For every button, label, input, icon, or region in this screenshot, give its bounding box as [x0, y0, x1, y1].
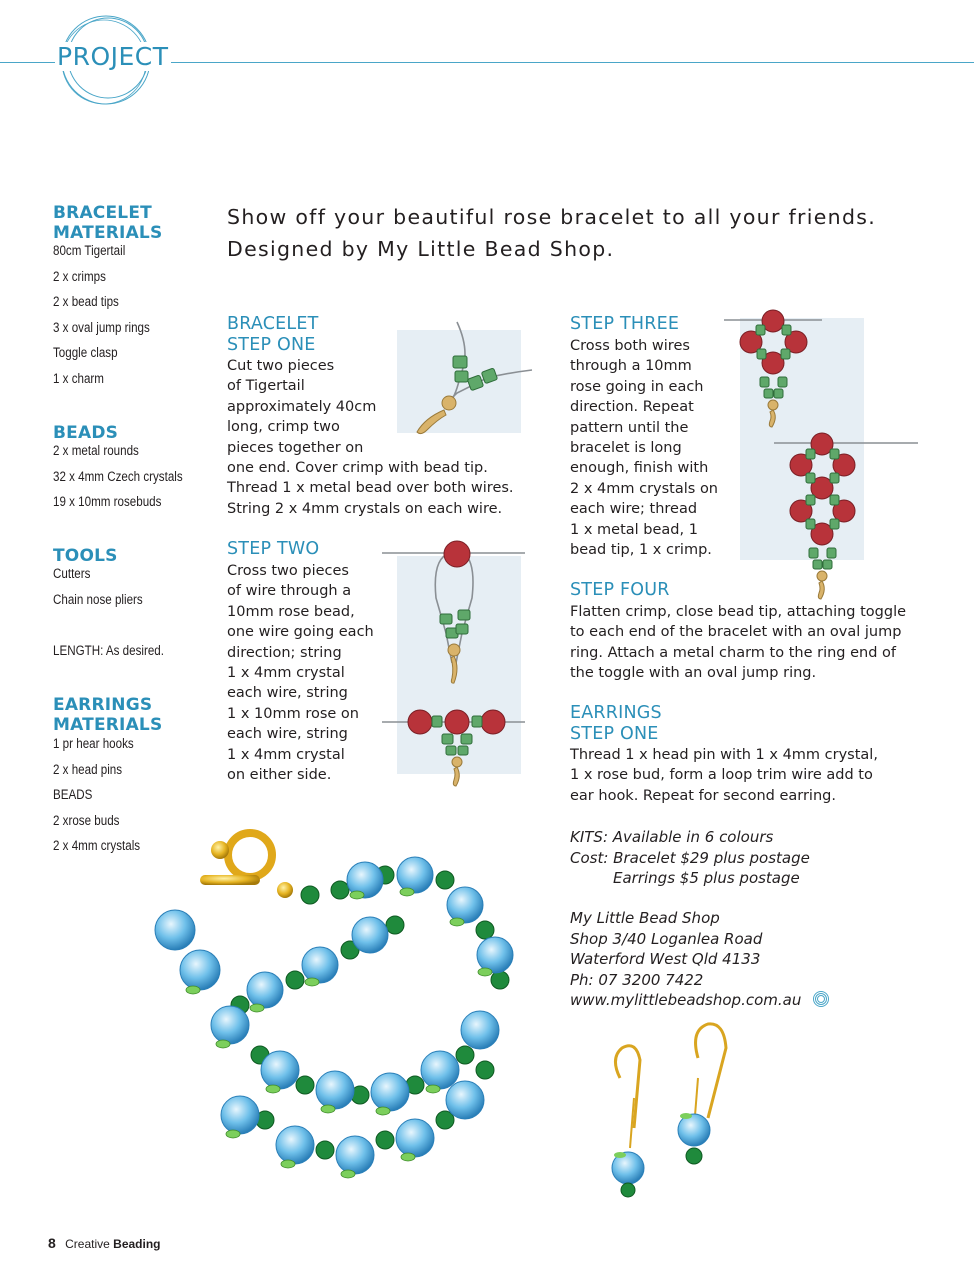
kits-info — [570, 827, 810, 889]
intro-line: Designed by My Little Bead Shop. — [227, 237, 615, 261]
text-line: Thread 1 x head pin with 1 x 4mm crystal, — [570, 747, 878, 763]
shop-info — [570, 908, 830, 1011]
tools-heading: TOOLS — [53, 546, 118, 566]
text-line: each wire, string — [227, 685, 348, 702]
heading-line: BRACELET — [53, 203, 152, 223]
list-item: 2 x crimps — [53, 268, 106, 284]
text-line: long, crimp two — [227, 419, 340, 436]
heading-line: STEP ONE — [227, 334, 316, 355]
text-line: 1 x 4mm crystal — [227, 665, 345, 682]
text-line: pieces together on — [227, 439, 364, 456]
text-line: bracelet is long — [570, 440, 682, 457]
list-item: Toggle clasp — [53, 345, 118, 361]
list-item: BEADS — [53, 787, 93, 803]
heading-line: MATERIALS — [53, 223, 163, 243]
end-circles-icon — [812, 990, 830, 1008]
text-line: Cross both wires — [570, 338, 690, 354]
text-line: Thread 1 x metal bead over both wires. — [227, 480, 514, 497]
intro-text — [227, 201, 927, 265]
list-item: 3 x oval jump rings — [53, 319, 150, 335]
text-line: 1 x metal bead, 1 — [570, 521, 698, 538]
list-item: 19 x 10mm rosebuds — [53, 494, 162, 510]
list-item: 2 x metal rounds — [53, 443, 139, 458]
bracelet-materials-heading — [53, 203, 162, 243]
heading-line: MATERIALS — [53, 715, 163, 735]
list-item: 2 xrose buds — [53, 812, 120, 828]
website-line — [570, 990, 830, 1011]
list-item: 2 x head pins — [53, 761, 123, 777]
text-line: of wire through a — [227, 583, 352, 600]
text-line: 1 x 4mm crystal — [227, 746, 345, 763]
text-line: ear hook. Repeat for second earring. — [570, 787, 836, 804]
text-line: direction; string — [227, 644, 342, 661]
section-label: PROJECT — [57, 42, 169, 71]
intro-line: Show off your beautiful rose bracelet to all your friends. — [227, 205, 877, 229]
step-two-diagram — [380, 538, 530, 788]
step-three-text — [570, 336, 718, 560]
heading-line: EARRINGS — [570, 703, 662, 723]
text-line: to each end of the bracelet with an oval jump — [570, 624, 902, 641]
earrings-materials-heading — [53, 695, 162, 735]
bracelet-step-one-heading — [227, 314, 319, 355]
text-line: each wire, string — [227, 726, 348, 743]
step-three-diagram — [722, 305, 922, 605]
list-item: 80cm Tigertail — [53, 243, 126, 258]
text-line: ring. Attach a metal charm to the ring end of — [570, 644, 896, 661]
text-line: enough, finish with — [570, 460, 709, 477]
magazine-name-part: Beading — [113, 1237, 161, 1251]
list-item: Cutters — [53, 566, 91, 581]
list-item: 2 x bead tips — [53, 294, 119, 310]
text-line: Earrings $5 plus postage — [613, 869, 800, 887]
list-item: Chain nose pliers — [53, 591, 143, 607]
heading-line: EARRINGS — [53, 695, 153, 715]
text-line: My Little Bead Shop — [570, 909, 720, 927]
text-line: Waterford West Qld 4133 — [570, 950, 761, 968]
list-item: 32 x 4mm Czech crystals — [53, 468, 183, 484]
text-line: Shop 3/40 Loganlea Road — [570, 929, 763, 948]
text-line: of Tigertail — [227, 378, 305, 395]
step-four-text — [570, 602, 906, 684]
text-line: String 2 x 4mm crystals on each wire. — [227, 500, 503, 517]
step-two-heading: STEP TWO — [227, 539, 320, 559]
list-item: 2 x 4mm crystals — [53, 838, 141, 854]
text-line: the toggle with an oval jump ring. — [570, 665, 817, 682]
magazine-name-part: Creative — [65, 1237, 110, 1251]
text-line: 1 x 10mm rose on — [227, 705, 359, 722]
text-line: Cut two pieces — [227, 358, 335, 374]
bracelet-materials-list — [53, 243, 150, 397]
text-line: approximately 40cm — [227, 398, 377, 415]
step-four-heading: STEP FOUR — [570, 580, 670, 600]
earrings-materials-list — [53, 736, 140, 864]
step-two-text — [227, 561, 374, 785]
earrings-step-one-text — [570, 745, 878, 806]
text-line: 1 x rose bud, form a loop trim wire add to — [570, 767, 873, 784]
text-line: one wire going each — [227, 624, 374, 641]
text-line: each wire; thread — [570, 501, 698, 518]
website-link[interactable]: www.mylittlebeadshop.com.au — [570, 991, 802, 1009]
text-line: Ph: 07 3200 7422 — [570, 970, 704, 989]
earrings-photo — [590, 1018, 780, 1198]
earrings-step-one-heading — [570, 703, 662, 744]
page-footer — [48, 1235, 161, 1251]
text-line: through a 10mm — [570, 358, 692, 375]
rosebud-beads — [155, 857, 513, 1174]
toggle-clasp — [200, 833, 293, 898]
page-number: 8 — [48, 1235, 56, 1251]
beads-heading: BEADS — [53, 423, 119, 443]
text-line: Cross two pieces — [227, 563, 349, 579]
tools-list — [53, 566, 143, 617]
list-item: 1 pr hear hooks — [53, 736, 134, 751]
bracelet-photo — [145, 820, 575, 1190]
text-line: KITS: Available in 6 colours — [570, 828, 774, 846]
text-line: 10mm rose bead, — [227, 603, 355, 620]
heading-line: BRACELET — [227, 314, 319, 334]
length-text: LENGTH: As desired. — [53, 643, 164, 658]
text-line: Flatten crimp, close bead tip, attaching toggle — [570, 604, 907, 620]
text-line: 2 x 4mm crystals on — [570, 480, 719, 497]
text-line: bead tip, 1 x crimp. — [570, 542, 712, 559]
length-note — [53, 643, 164, 669]
text-line: direction. Repeat — [570, 399, 694, 416]
heading-line: STEP ONE — [570, 723, 659, 744]
text-line: Cost: Bracelet $29 plus postage — [570, 848, 810, 867]
text-line: one end. Cover crimp with bead tip. — [227, 460, 488, 477]
text-line: on either side. — [227, 767, 332, 784]
text-line: pattern until the — [570, 419, 689, 436]
beads-list — [53, 443, 183, 520]
step-three-heading: STEP THREE — [570, 314, 680, 334]
list-item: 1 x charm — [53, 370, 104, 386]
text-line: rose going in each — [570, 378, 704, 395]
bracelet-step-one-text — [227, 356, 514, 519]
